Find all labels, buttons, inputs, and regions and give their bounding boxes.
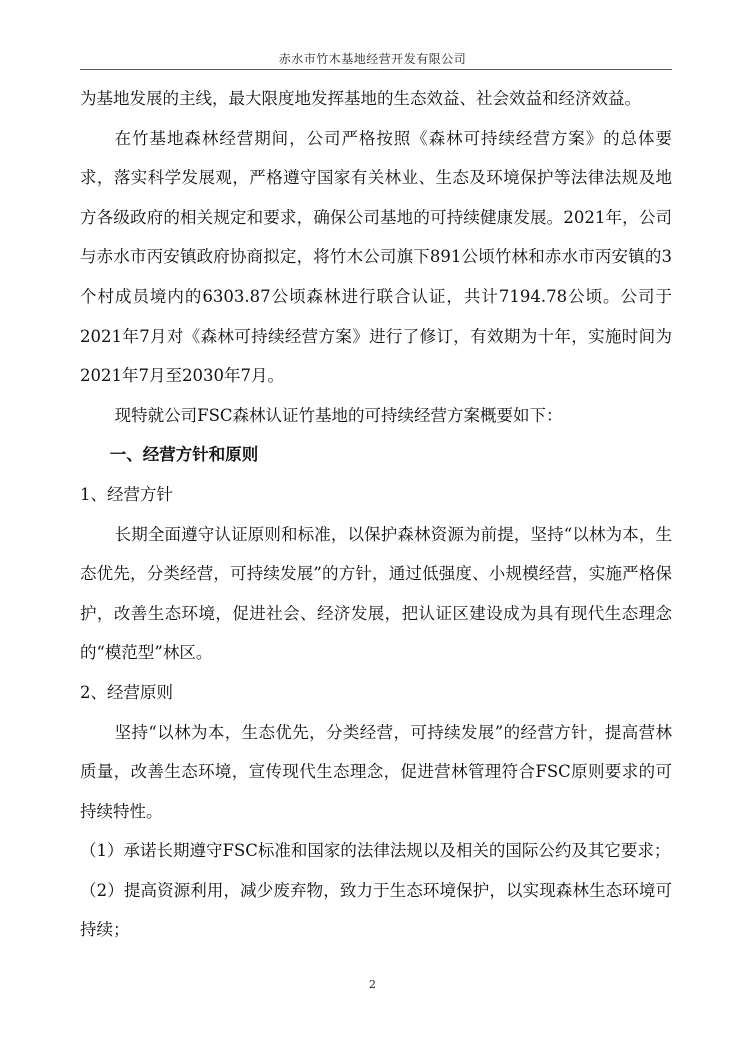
page-number: 2 — [369, 978, 376, 991]
paragraph-management-period: 在竹基地森林经营期间，公司严格按照《森林可持续经营方案》的总体要求，落实科学发展观，严格遵守国家有关林业、生态及环境保护等法律法规及地方各级政府的相关规定和要求，确保公司基地的可持续健康发展。2021年，公司与赤水市丙安镇政府协商拟定，将竹木公司旗下891公顷竹林和赤水市丙安镇的3个村成员境内的6303.87公顷森林进行联合认证，共计7194.78公顷。公司于2021年7月对《森林可持续经营方案》进行了修订，有效期为十年，实施时间为2021年7月至2030年7月。 — [80, 128, 672, 386]
list-item-1: （1）承诺长期遵守FSC标准和国家的法律法规以及相关的国际公约及其它要求； — [80, 841, 671, 861]
header-rule — [80, 69, 672, 70]
paragraph-policy: 长期全面遵守认证原则和标准，以保护森林资源为前提，坚持“以林为本，生态优先，分类经营，可持续发展”的方针，通过低强度、小规模经营，实施严格保护，改善生态环境，促进社会、经济发展，把认证区建设成为具有现代生态理念的“模范型”林区。 — [80, 524, 672, 663]
paragraph-summary-intro: 现特就公司FSC森林认证竹基地的可持续经营方案概要如下： — [114, 405, 563, 425]
subheading-principles: 2、经营原则 — [80, 682, 173, 702]
subheading-policy: 1、经营方针 — [80, 484, 173, 504]
page-header: 赤水市竹木基地经营开发有限公司 — [278, 52, 467, 66]
paragraph-principles: 坚持“以林为本，生态优先，分类经营，可持续发展”的经营方针，提高营林质量，改善生态环境，宣传现代生态理念，促进营林管理符合FSC原则要求的可持续特性。 — [80, 722, 672, 821]
paragraph-continuation: 为基地发展的主线，最大限度地发挥基地的生态效益、社会效益和经济效益。 — [80, 89, 641, 108]
document-body — [80, 79, 672, 950]
list-item-2: （2）提高资源利用，减少废弃物，致力于生态环境保护，以实现森林生态环境可持续； — [80, 880, 672, 940]
section-heading-policy-principles: 一、经营方针和原则 — [109, 445, 259, 465]
